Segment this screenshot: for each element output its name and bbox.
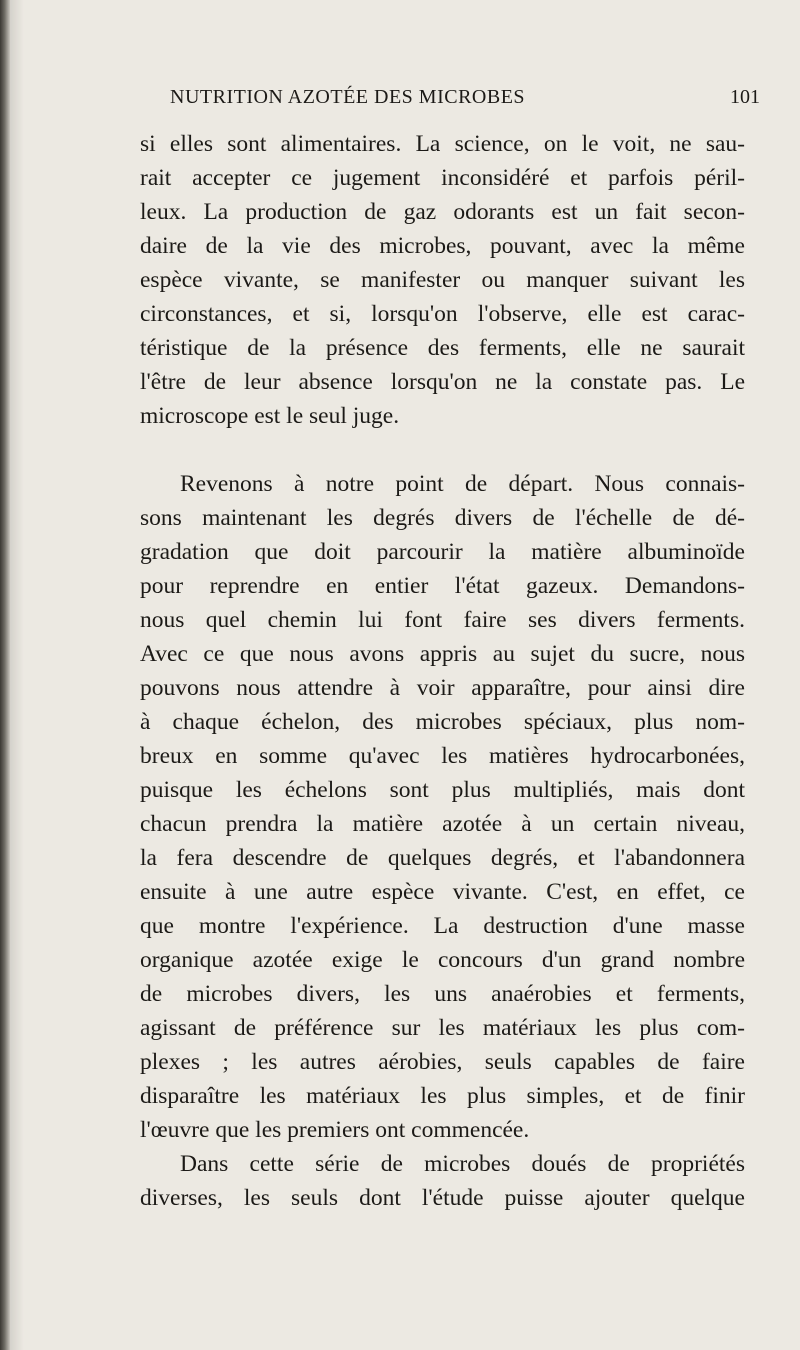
text-line: pour reprendre en entier l'état gazeux. Demandons-: [140, 573, 745, 599]
text-line: leux. La production de gaz odorants est un fait secon-: [140, 199, 745, 225]
text-line: espèce vivante, se manifester ou manquer suivant les: [140, 267, 745, 293]
text-line: la fera descendre de quelques degrés, et l'abandonnera: [140, 845, 745, 871]
text-line: sons maintenant les degrés divers de l'échelle de dé-: [140, 505, 745, 531]
page-number: 101: [730, 86, 760, 108]
text-line: Avec ce que nous avons appris au sujet du sucre, nous: [140, 641, 745, 667]
running-header: [140, 86, 760, 114]
text-line: Dans cette série de microbes doués de propriétés: [180, 1151, 745, 1177]
text-line: circonstances, et si, lorsqu'on l'observe, elle est carac-: [140, 301, 745, 327]
text-line: organique azotée exige le concours d'un grand nombre: [140, 947, 745, 973]
page-gutter-shadow: [10, 0, 24, 1350]
text-line: que montre l'expérience. La destruction d'une masse: [140, 913, 745, 939]
text-line: si elles sont alimentaires. La science, on le voit, ne sau-: [140, 131, 745, 157]
text-line: agissant de préférence sur les matériaux les plus com-: [140, 1015, 745, 1041]
page-binding-edge: [0, 0, 10, 1350]
text-line: plexes ; les autres aérobies, seuls capables de faire: [140, 1049, 745, 1075]
paragraph-gap: [140, 433, 745, 467]
text-line: diverses, les seuls dont l'étude puisse ajouter quelque: [140, 1185, 745, 1211]
text-line: l'être de leur absence lorsqu'on ne la constate pas. Le: [140, 369, 745, 395]
text-line: breux en somme qu'avec les matières hydrocarbonées,: [140, 743, 745, 769]
text-line: nous quel chemin lui font faire ses divers ferments.: [140, 607, 745, 633]
text-line: téristique de la présence des ferments, elle ne saurait: [140, 335, 745, 361]
text-line: Revenons à notre point de départ. Nous connais-: [180, 471, 745, 497]
text-line: pouvons nous attendre à voir apparaître, pour ainsi dire: [140, 675, 745, 701]
text-line: puisque les échelons sont plus multipliés, mais dont: [140, 777, 745, 803]
text-line: daire de la vie des microbes, pouvant, avec la même: [140, 233, 745, 259]
text-line: disparaître les matériaux les plus simples, et de finir: [140, 1083, 745, 1109]
running-title: NUTRITION AZOTÉE DES MICROBES: [170, 86, 526, 108]
text-line: rait accepter ce jugement inconsidéré et parfois péril-: [140, 165, 745, 191]
text-line: l'œuvre que les premiers ont commencée.: [140, 1117, 530, 1143]
text-line: à chaque échelon, des microbes spéciaux, plus nom-: [140, 709, 745, 735]
text-line: gradation que doit parcourir la matière albuminoïde: [140, 539, 745, 565]
text-line: microscope est le seul juge.: [140, 403, 400, 429]
text-line: chacun prendra la matière azotée à un certain niveau,: [140, 811, 745, 837]
text-line: de microbes divers, les uns anaérobies et ferments,: [140, 981, 745, 1007]
text-line: ensuite à une autre espèce vivante. C'est, en effet, ce: [140, 879, 745, 905]
body-text: [140, 127, 745, 1215]
